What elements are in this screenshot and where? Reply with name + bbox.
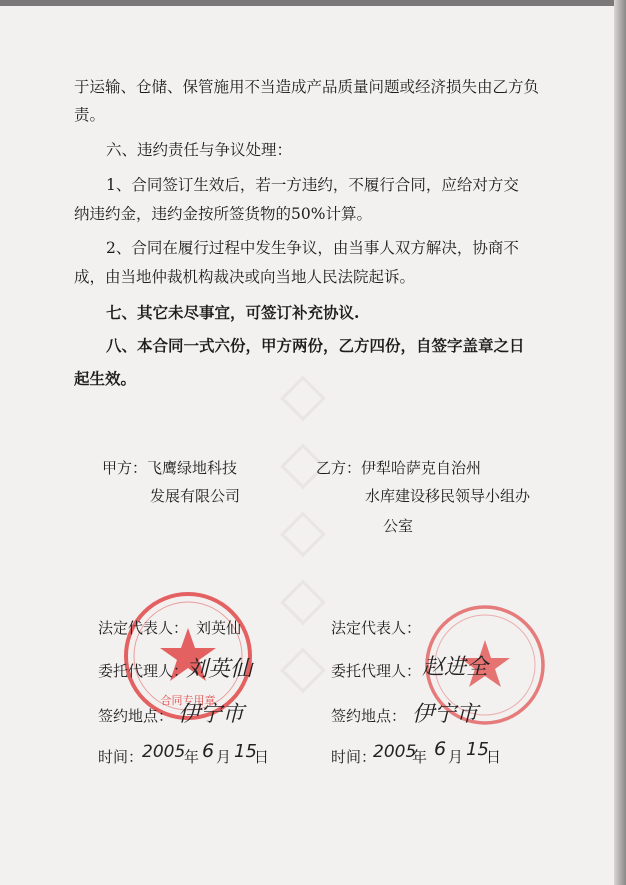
- party-b-time-month-unit: 月: [448, 748, 464, 766]
- scan-edge-right: [614, 0, 626, 885]
- party-a-time-month: 6: [202, 740, 215, 762]
- party-a-seal-text: 合同专用章: [160, 694, 216, 707]
- party-a-time-label: 时间：: [98, 748, 144, 766]
- party-a-place-value: 伊宁市: [178, 702, 245, 727]
- party-b-place-value: 伊宁市: [412, 702, 479, 727]
- party-a-time-day-unit: 日: [254, 748, 270, 766]
- party-a-legal-rep-label: 法定代表人：: [98, 619, 189, 637]
- party-a-agent-label: 委托代理人：: [98, 662, 189, 680]
- party-a-time-year-unit: 年: [184, 748, 200, 766]
- party-a-time-day: 15: [234, 741, 257, 762]
- clause-line: 成，由当地仲裁机构裁决或向当地人民法院起诉。: [74, 268, 416, 286]
- party-a-label: 甲方：飞鹰绿地科技: [102, 459, 238, 477]
- party-b-time-day: 15: [466, 739, 489, 760]
- party-a-agent-signature: 刘英仙: [186, 657, 253, 682]
- party-a-name-line2: 发展有限公司: [150, 487, 241, 505]
- party-b-name-line3: 公室: [383, 517, 414, 535]
- section8-line: 起生效。: [74, 369, 137, 388]
- section6-title: 六、违约责任与争议处理：: [106, 141, 293, 159]
- party-b-time-month: 6: [434, 738, 447, 760]
- scan-edge-top: [0, 0, 626, 6]
- party-b-time-day-unit: 日: [486, 748, 502, 766]
- show-through-marks: ◇ ◇ ◇ ◇ ◇: [279, 359, 327, 701]
- clause-line: 1、合同签订生效后，若一方违约，不履行合同，应给对方交: [106, 176, 519, 194]
- party-b-time-label: 时间：: [331, 748, 377, 766]
- clause-line: 2、合同在履行过程中发生争议，由当事人双方解决，协商不: [106, 239, 519, 257]
- party-a-place-label: 签约地点：: [98, 707, 174, 725]
- clause-line: 于运输、仓储、保管施用不当造成产品质量问题或经济损失由乙方负: [74, 78, 540, 96]
- party-a-time-month-unit: 月: [216, 748, 232, 766]
- party-a-time-year: 2005: [142, 742, 186, 762]
- party-b-agent-signature: 赵进全: [422, 655, 489, 680]
- party-b-time-year: 2005: [373, 742, 417, 762]
- party-b-place-label: 签约地点：: [331, 707, 407, 725]
- clause-line: 纳违约金，违约金按所签货物的50%计算。: [74, 205, 372, 223]
- clause-line: 责。: [74, 106, 106, 124]
- party-a-legal-rep-value: 刘英仙: [196, 619, 242, 637]
- section8-line: 八、本合同一式六份，甲方两份，乙方四份，自签字盖章之日: [106, 336, 525, 355]
- section7: 七、其它未尽事宜，可签订补充协议.: [106, 303, 360, 322]
- party-b-label: 乙方：伊犁哈萨克自治州: [316, 459, 482, 477]
- party-b-name-line2: 水库建设移民领导小组办: [365, 487, 531, 505]
- party-b-agent-label: 委托代理人：: [331, 662, 422, 680]
- party-b-legal-rep-label: 法定代表人：: [331, 619, 422, 637]
- party-b-time-year-unit: 年: [412, 748, 428, 766]
